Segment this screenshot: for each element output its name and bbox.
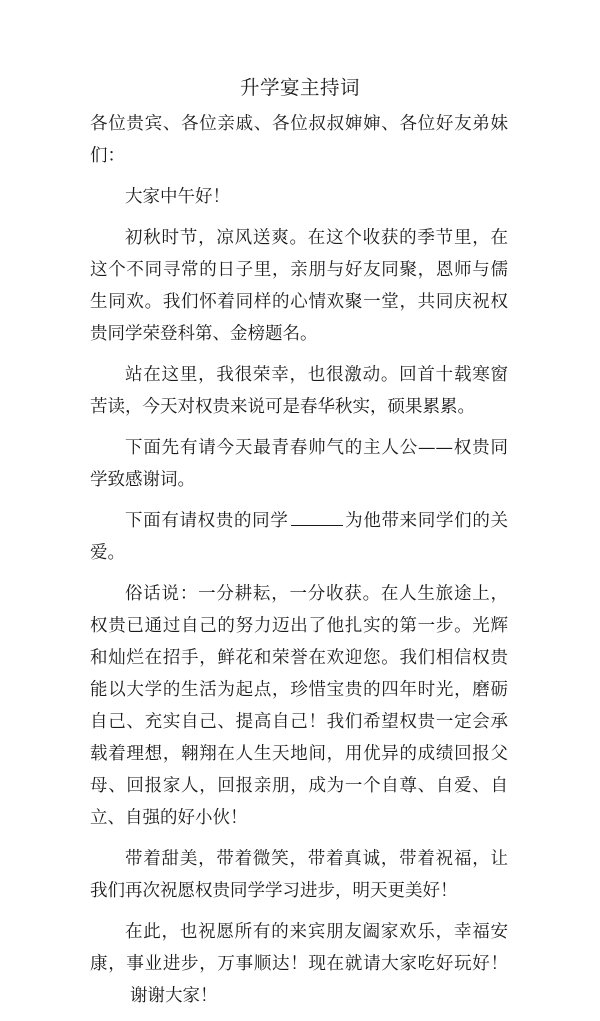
document-title: 升学宴主持词: [239, 76, 360, 99]
paragraph-invite-classmate: [90, 505, 508, 569]
invite-classmate-lead: 下面有请权贵的同学: [125, 511, 289, 531]
name-blank-line: [291, 507, 343, 526]
salutation: 各位贵宾、各位亲戚、各位叔叔婶婶、各位好友弟妹们：: [90, 114, 508, 166]
invite-classmate-tail: 为他带来同学们的关爱。: [90, 511, 508, 563]
paragraph-proverb: 俗话说：一分耕耘，一分收获。在人生旅途上，权贵已通过自己的努力迈出了他扎实的第一步。光辉和灿烂在招手，鲜花和荣誉在欢迎您。我们相信权贵能以大学的生活为起点，珍惜宝贵的四年时光，磨砺自己、充实自己、提高自己！我们希望权贵一定会承载着理想，翱翔在人生天地间，用优异的成绩回报父母、回报家人，回报亲朋，成为一个自尊、自爱、自立、自强的好小伙！: [90, 584, 508, 828]
thanks-text: 谢谢大家！: [130, 986, 218, 1006]
paragraph-honor: 站在这里，我很荣幸，也很激动。回首十载寒窗苦读，今天对权贵来说可是春华秋实，硕果累累。: [90, 365, 508, 417]
paragraph-wishes: 带着甜美，带着微笑，带着真诚，带着祝福，让我们再次祝愿权贵同学学习进步，明天更美好！: [90, 849, 508, 901]
paragraph-invite-host: 下面先有请今天最青春帅气的主人公——权贵同学致感谢词。: [90, 438, 508, 490]
paragraph-closing: [90, 916, 508, 1012]
closing-text: 在此，也祝愿所有的来宾朋友阖家欢乐，幸福安康，事业进步，万事顺达！现在就请大家吃好玩好！: [90, 922, 508, 974]
greeting: 大家中午好！: [125, 187, 230, 207]
paragraph-opening: 初秋时节，凉风送爽。在这个收获的季节里，在这个不同寻常的日子里，亲朋与好友同聚，恩师与儒生同欢。我们怀着同样的心情欢聚一堂，共同庆祝权贵同学荣登科第、金榜题名。: [90, 228, 508, 344]
document-body: [90, 108, 508, 1021]
